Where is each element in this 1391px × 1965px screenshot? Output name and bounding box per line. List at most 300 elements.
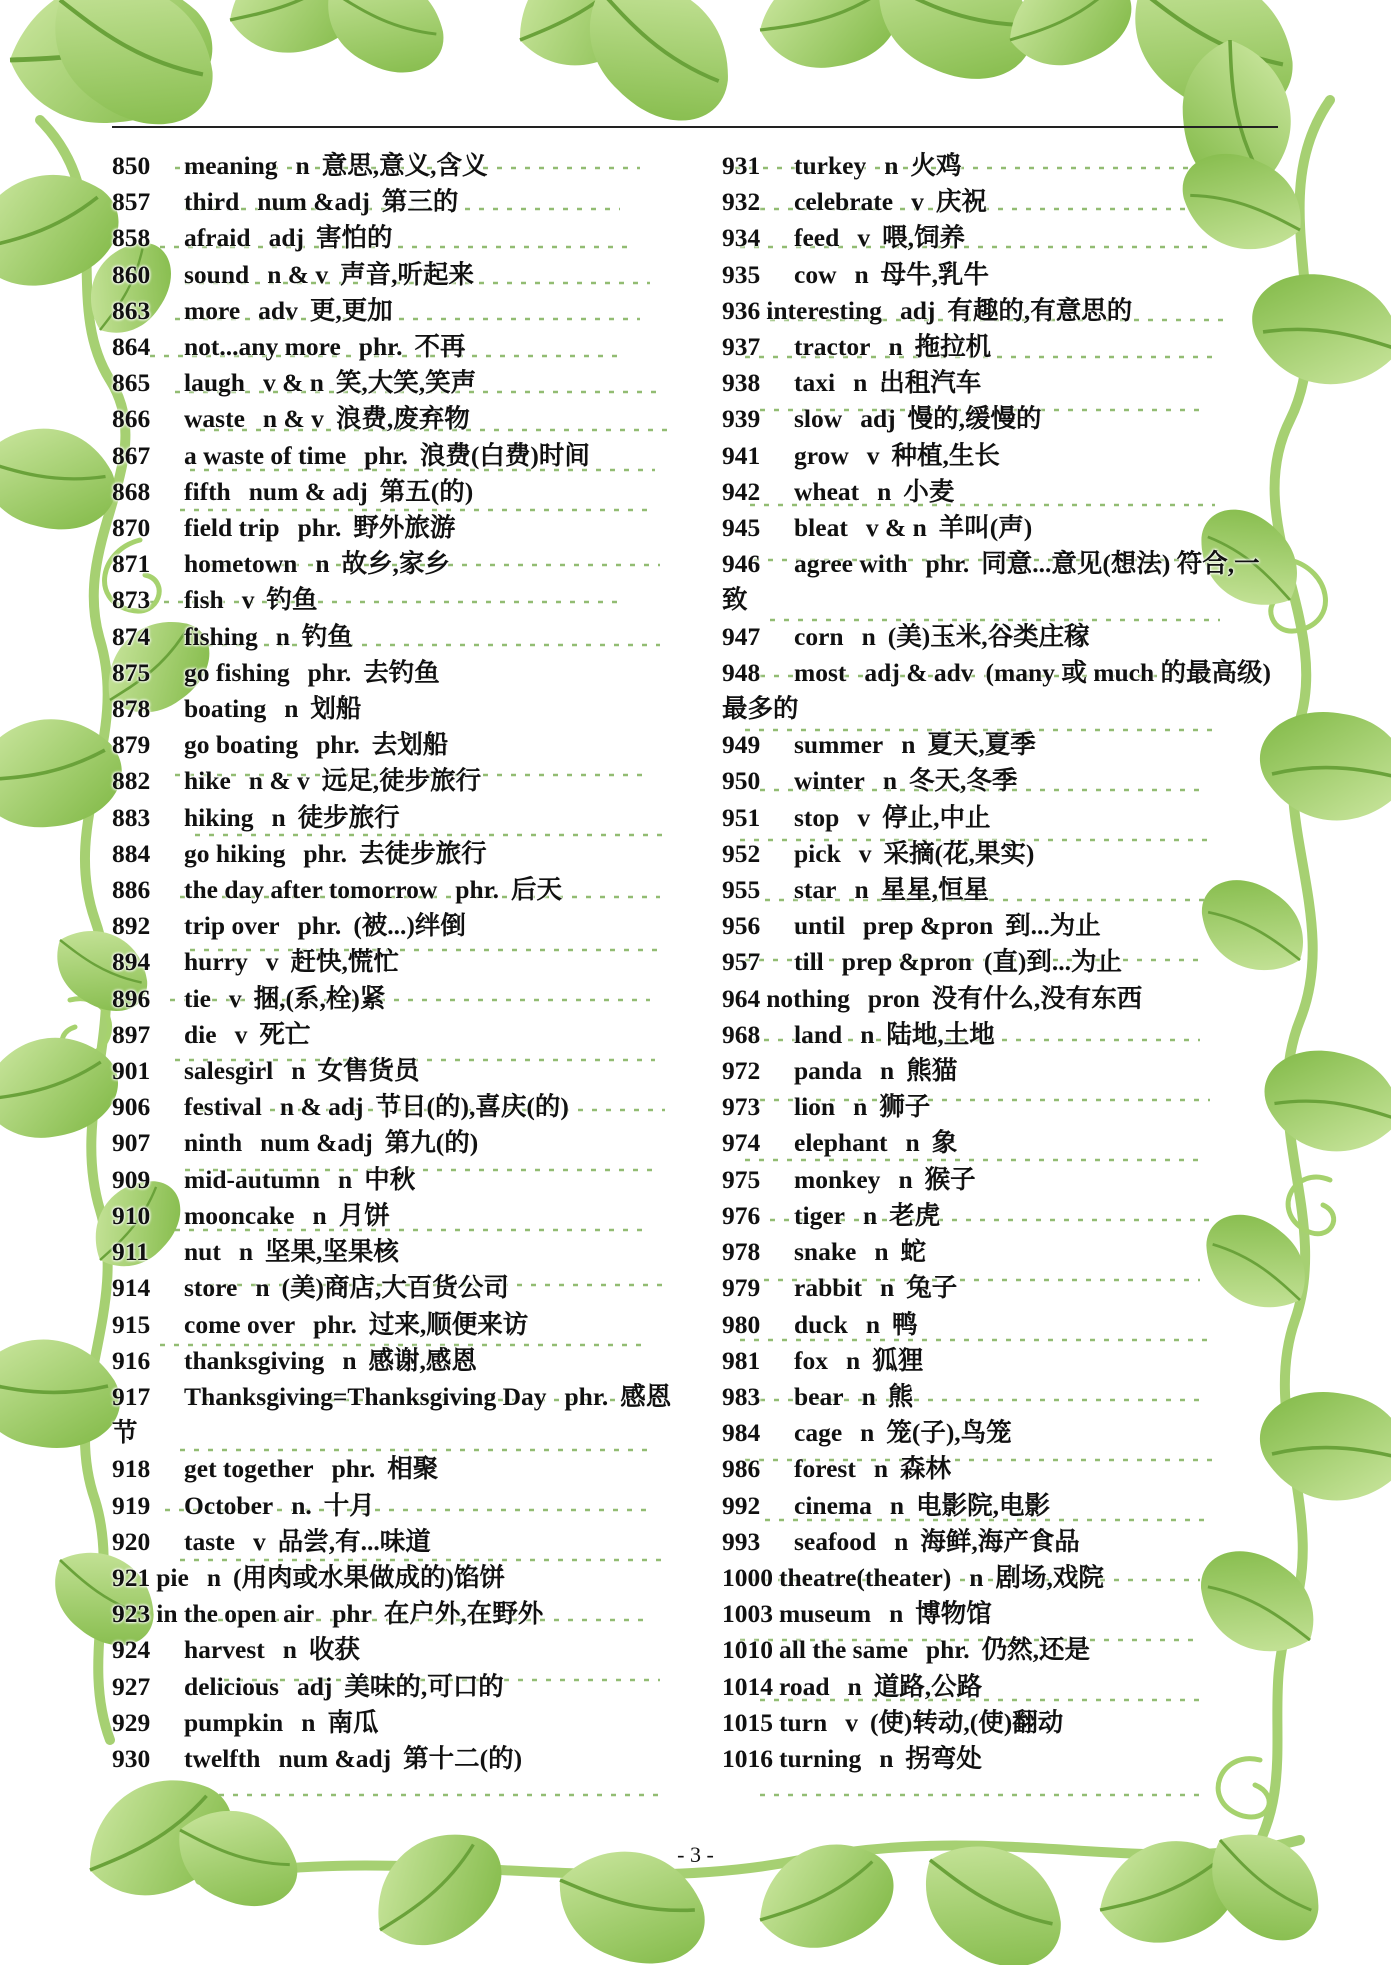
entry-number: 980: [722, 1309, 761, 1339]
entry-pos: phr.: [925, 549, 970, 579]
entry-number: 950: [722, 766, 761, 796]
entry-pos: n: [301, 1707, 316, 1737]
entry-word: nothing: [766, 983, 850, 1013]
entry-pos: phr.: [925, 1635, 970, 1665]
entry-number: 858: [112, 223, 151, 253]
vocab-entry: [722, 1524, 1280, 1560]
entry-number: 918: [112, 1454, 151, 1484]
vocab-entry: [722, 329, 1280, 365]
entry-definition: 陆地,土地: [886, 1019, 995, 1049]
entry-number: 871: [112, 549, 151, 579]
entry-definition: 徒步旅行: [297, 802, 400, 832]
vocab-entry: [722, 546, 1280, 618]
entry-pos: n: [894, 1526, 909, 1556]
entry-pos: n: [861, 1381, 876, 1411]
entry-definition: 不再: [414, 332, 466, 362]
entry-number: 897: [112, 1019, 151, 1049]
entry-pos: adj: [268, 223, 305, 253]
entry-word: summer: [794, 730, 884, 760]
entry-word: elephant: [794, 1128, 888, 1158]
entry-number: 986: [722, 1454, 761, 1484]
entry-definition: 慢的,缓慢的: [907, 404, 1042, 434]
entry-word: fishing: [184, 621, 258, 651]
entry-pos: n: [312, 1200, 327, 1230]
entry-number: 850: [112, 151, 151, 180]
entry-number: 976: [722, 1200, 761, 1230]
entry-definition: 死亡: [259, 1019, 311, 1049]
entry-word: ninth: [184, 1128, 243, 1158]
entry-number: 934: [722, 223, 761, 253]
entry-pos: n: [884, 151, 899, 180]
entry-word: turkey: [794, 151, 867, 180]
vocab-entry: [112, 474, 674, 510]
entry-pos: v: [858, 838, 872, 868]
entry-definition: 划船: [310, 694, 362, 724]
entry-word: cage: [794, 1418, 843, 1448]
entry-definition: 羊叫(声): [938, 513, 1033, 543]
entry-word: thanksgiving: [184, 1345, 325, 1375]
entry-number: 882: [112, 766, 151, 796]
vocab-entry: [722, 981, 1280, 1017]
entry-pos: adj: [899, 295, 936, 325]
entry-word: the day after tomorrow: [184, 875, 438, 905]
entry-word: road: [779, 1671, 830, 1701]
vocab-entry: [112, 1017, 674, 1053]
entry-number: 894: [112, 947, 151, 977]
entry-definition: 意思,意义,含义: [321, 151, 488, 180]
vocab-entry: [722, 1307, 1280, 1343]
entry-pos: v: [911, 187, 924, 217]
entry-word: most: [794, 657, 847, 687]
vocab-entry: [112, 293, 674, 329]
entry-pos: n: [282, 1635, 297, 1665]
entry-word: Thanksgiving=Thanksgiving Day: [184, 1381, 547, 1411]
entry-number: 1000: [722, 1562, 773, 1592]
entry-word: hometown: [184, 549, 298, 579]
entry-definition: 博物馆: [915, 1599, 992, 1629]
entry-definition: 拐弯处: [905, 1743, 982, 1773]
vocab-entry: [722, 510, 1280, 546]
vocab-entry: [112, 582, 674, 618]
entry-word: all the same: [779, 1635, 908, 1665]
entry-pos: v & n: [865, 513, 927, 543]
entry-word: nut: [184, 1237, 221, 1267]
entry-definition: 十月: [323, 1490, 375, 1520]
vocab-entry: [722, 1669, 1280, 1705]
entry-number: 874: [112, 621, 151, 651]
entry-number: 883: [112, 802, 151, 832]
entry-pos: n: [315, 549, 330, 579]
vocab-entry: [722, 655, 1280, 727]
entry-number: 942: [722, 476, 761, 506]
vocab-entry: [112, 1270, 674, 1306]
vocab-entry: [722, 148, 1280, 184]
entry-definition: 感谢,感恩: [368, 1345, 477, 1375]
entry-word: tiger: [794, 1200, 845, 1230]
entry-word: lion: [794, 1092, 836, 1122]
entry-pos: prep &pron: [863, 911, 994, 941]
entry-definition: 害怕的: [316, 223, 393, 253]
entry-word: panda: [794, 1056, 863, 1086]
entry-pos: n.: [291, 1490, 312, 1520]
entry-definition: 老虎: [889, 1200, 941, 1230]
entry-pos: n: [874, 1237, 889, 1267]
entry-definition: 冬天,冬季: [909, 766, 1018, 796]
vocab-entry: [112, 401, 674, 437]
entry-pos: phr.: [316, 730, 360, 760]
vocab-entry: [722, 257, 1280, 293]
vocab-entry: [722, 944, 1280, 980]
entry-number: 920: [112, 1526, 151, 1556]
entry-pos: n: [238, 1237, 254, 1267]
entry-definition: 第三的: [381, 187, 459, 217]
entry-pos: n: [338, 1164, 353, 1194]
entry-number: 979: [722, 1273, 761, 1303]
entry-word: go boating: [184, 730, 299, 760]
entry-number: 952: [722, 838, 761, 868]
entry-number: 964: [722, 983, 761, 1013]
entry-definition: 过来,顺便来访: [368, 1309, 529, 1339]
entry-pos: v: [857, 802, 871, 832]
entry-word: boating: [184, 694, 267, 724]
vocab-entry: [112, 438, 674, 474]
entry-word: go fishing: [184, 657, 290, 687]
entry-number: 915: [112, 1309, 151, 1339]
entry-number: 917: [112, 1381, 151, 1411]
entry-word: pie: [156, 1562, 189, 1592]
vocab-entry: [722, 800, 1280, 836]
vocab-entry: [112, 619, 674, 655]
entry-word: duck: [794, 1309, 848, 1339]
entry-pos: n: [882, 766, 897, 796]
entry-definition: (美)商店,大百货公司: [281, 1273, 509, 1303]
entry-definition: (直)到...为止: [983, 947, 1122, 977]
entry-pos: n & adj: [279, 1092, 364, 1122]
entry-number: 941: [722, 440, 761, 470]
entry-word: until: [794, 911, 846, 941]
entry-word: pick: [794, 838, 841, 868]
entry-definition: 笼(子),鸟笼: [886, 1418, 1012, 1448]
entry-pos: n: [854, 259, 869, 289]
entry-word: till: [794, 947, 824, 977]
entry-word: in the open air: [156, 1599, 315, 1629]
entry-word: bleat: [794, 513, 848, 543]
entry-number: 956: [722, 911, 761, 941]
entry-pos: n: [206, 1562, 222, 1592]
entry-number: 984: [722, 1418, 761, 1448]
entry-number: 929: [112, 1707, 151, 1737]
vocab-entry: [722, 1162, 1280, 1198]
entry-number: 921: [112, 1562, 151, 1592]
entry-definition: 到...为止: [1005, 911, 1101, 941]
entry-definition: 南瓜: [327, 1707, 379, 1737]
entry-word: celebrate: [794, 187, 894, 217]
entry-number: 1014: [722, 1671, 773, 1701]
entry-number: 907: [112, 1128, 151, 1158]
entry-definition: 鸭: [892, 1309, 918, 1339]
vocab-entry: [722, 220, 1280, 256]
entry-number: 884: [112, 838, 151, 868]
entry-word: turning: [779, 1743, 862, 1773]
entry-pos: n: [861, 621, 876, 651]
entry-word: field trip: [184, 513, 280, 543]
entry-word: October: [184, 1490, 274, 1520]
entry-word: third: [184, 187, 240, 217]
entry-pos: v: [234, 1019, 248, 1049]
entry-pos: n: [846, 1345, 861, 1375]
entry-definition: 野外旅游: [353, 513, 456, 543]
entry-word: afraid: [184, 223, 251, 253]
entry-definition: 浪费(白费)时间: [419, 440, 590, 470]
entry-word: a waste of time: [184, 440, 347, 470]
entry-pos: n: [847, 1671, 862, 1701]
entry-pos: phr.: [564, 1381, 609, 1411]
entry-word: store: [184, 1273, 238, 1303]
vocab-entry: [722, 474, 1280, 510]
vocab-entry: [722, 1632, 1280, 1668]
entry-word: mid-autumn: [184, 1164, 321, 1194]
vocab-entry: [722, 1379, 1280, 1415]
vocab-entry: [112, 1741, 674, 1777]
vocab-entry: [722, 1017, 1280, 1053]
entry-definition: 采摘(花,果实): [883, 838, 1035, 868]
entry-pos: n & v: [262, 404, 324, 434]
entry-word: slow: [794, 404, 843, 434]
entry-number: 927: [112, 1671, 151, 1701]
entry-number: 935: [722, 259, 761, 289]
vocab-entry: [722, 1270, 1280, 1306]
entry-definition: 笑,大笑,笑声: [335, 368, 477, 398]
entry-definition: 喂,饲养: [882, 223, 965, 253]
entry-pos: adj & adv: [864, 657, 974, 687]
entry-word: salesgirl: [184, 1056, 274, 1086]
vocab-entry: [112, 1560, 674, 1596]
entry-definition: 狐狸: [872, 1345, 924, 1375]
entry-number: 1016: [722, 1743, 773, 1773]
entry-number: 937: [722, 332, 761, 362]
entry-pos: adj: [860, 404, 896, 434]
entry-pos: adv: [258, 295, 298, 325]
entry-number: 936: [722, 295, 761, 325]
entry-number: 973: [722, 1092, 761, 1122]
entry-number: 924: [112, 1635, 151, 1665]
entry-number: 972: [722, 1056, 761, 1086]
vocab-entry: [722, 365, 1280, 401]
entry-word: forest: [794, 1454, 856, 1484]
vocab-entry: [722, 1415, 1280, 1451]
entry-pos: adj: [296, 1671, 333, 1701]
entry-number: 866: [112, 404, 151, 434]
entry-number: 886: [112, 875, 151, 905]
entry-definition: 海鲜,海产食品: [920, 1526, 1080, 1556]
vocab-entry: [112, 365, 674, 401]
entry-definition: 捆,(系,栓)紧: [253, 983, 386, 1013]
entry-number: 911: [112, 1237, 149, 1267]
vocab-entry: [722, 1451, 1280, 1487]
entry-number: 948: [722, 657, 761, 687]
entry-word: sound: [184, 259, 250, 289]
entry-pos: n: [284, 694, 299, 724]
entry-definition: 火鸡: [910, 151, 962, 180]
entry-definition: 有趣的,有意思的: [947, 295, 1133, 325]
vocab-entry: [112, 1307, 674, 1343]
entry-word: pumpkin: [184, 1707, 284, 1737]
entry-number: 906: [112, 1092, 151, 1122]
entry-number: 957: [722, 947, 761, 977]
entry-word: museum: [779, 1599, 872, 1629]
entry-pos: n: [889, 1599, 904, 1629]
entry-definition: 品尝,有...味道: [277, 1526, 431, 1556]
entry-number: 932: [722, 187, 761, 217]
entry-definition: 熊: [887, 1381, 914, 1411]
entry-definition: 拖拉机: [914, 332, 992, 362]
entry-pos: n: [295, 151, 310, 180]
entry-number: 951: [722, 802, 761, 832]
entry-number: 993: [722, 1526, 761, 1556]
entry-definition: 兔子: [906, 1273, 958, 1303]
vocab-entry: [722, 763, 1280, 799]
entry-word: delicious: [184, 1671, 279, 1701]
entry-definition: 更,更加: [309, 295, 393, 325]
entry-number: 863: [112, 295, 151, 325]
entry-pos: n & v: [248, 766, 310, 796]
entry-word: laugh: [184, 368, 245, 398]
entry-definition: 庆祝: [935, 187, 987, 217]
entry-definition: 没有什么,没有东西: [931, 983, 1143, 1013]
entry-pos: n: [853, 368, 868, 398]
entry-pos: num & adj: [248, 476, 368, 506]
vocab-entry: [112, 1198, 674, 1234]
entry-definition: 远足,徒步旅行: [321, 766, 482, 796]
entry-word: waste: [184, 404, 245, 434]
entry-pos: n & v: [267, 259, 329, 289]
entry-pos: phr.: [358, 332, 403, 362]
entry-word: feed: [794, 223, 840, 253]
entry-definition: 象: [931, 1128, 958, 1158]
entry-pos: v: [265, 947, 279, 977]
entry-number: 901: [112, 1056, 151, 1086]
entry-word: turn: [779, 1707, 828, 1737]
entry-definition: 节日(的),喜庆(的): [375, 1092, 569, 1122]
entry-word: agree with: [794, 549, 908, 579]
vocab-entry: [722, 1234, 1280, 1270]
entry-definition: 去徒步旅行: [359, 838, 487, 868]
page-number: - 3 -: [677, 1842, 714, 1867]
entry-pos: n: [879, 1743, 894, 1773]
entry-number: 892: [112, 911, 151, 941]
vocab-entry: [112, 546, 674, 582]
entry-word: hiking: [184, 802, 254, 832]
entry-pos: num &adj: [278, 1743, 392, 1773]
vocab-entry: [112, 872, 674, 908]
vocab-entry: [112, 1234, 674, 1270]
entry-pos: n: [342, 1345, 357, 1375]
entry-definition: 美味的,可口的: [344, 1671, 504, 1701]
entry-pos: phr: [332, 1599, 372, 1629]
vocab-entry: [112, 148, 674, 184]
entry-pos: n: [880, 1056, 895, 1086]
entry-pos: v: [228, 983, 242, 1013]
entry-word: die: [184, 1019, 217, 1049]
entry-pos: num &adj: [257, 187, 370, 217]
vocab-entry: [722, 836, 1280, 872]
vocab-entry: [112, 655, 674, 691]
entry-word: harvest: [184, 1635, 265, 1665]
vocab-entry: [722, 438, 1280, 474]
entry-definition: 出租汽车: [879, 368, 982, 398]
entry-pos: phr.: [331, 1454, 376, 1484]
left-column: [112, 148, 674, 1777]
entry-pos: n: [889, 1490, 905, 1520]
entry-word: more: [184, 295, 241, 325]
entry-pos: n: [888, 332, 903, 362]
entry-definition: 停止,中止: [882, 802, 991, 832]
vocab-entry: [112, 1524, 674, 1560]
entry-number: 919: [112, 1490, 151, 1520]
vocab-entry: [722, 1198, 1280, 1234]
entry-pos: n: [853, 1092, 868, 1122]
entry-definition: 第十二(的): [403, 1743, 523, 1773]
entry-definition: 坚果,坚果核: [265, 1237, 399, 1267]
entry-word: cinema: [794, 1490, 872, 1520]
entry-definition: 故乡,家乡: [341, 549, 450, 579]
vocab-entry: [112, 1488, 674, 1524]
header-rule: [112, 126, 1278, 128]
entry-word: hurry: [184, 947, 248, 977]
entry-number: 896: [112, 983, 151, 1013]
vocab-entry: [112, 1053, 674, 1089]
entry-word: winter: [794, 766, 865, 796]
entry-definition: 第五(的): [379, 476, 474, 506]
entry-word: fifth: [184, 476, 231, 506]
vocab-entry: [722, 872, 1280, 908]
entry-number: 910: [112, 1200, 151, 1230]
vocab-entry: [112, 329, 674, 365]
entry-pos: n: [901, 730, 916, 760]
entry-word: rabbit: [794, 1273, 863, 1303]
entry-definition: 同意...意见(想法) 符合,一致: [722, 549, 1260, 615]
entry-number: 1015: [722, 1707, 773, 1737]
entry-pos: phr.: [364, 440, 408, 470]
entry-pos: num &adj: [260, 1128, 373, 1158]
entry-pos: phr.: [455, 875, 500, 905]
entry-pos: phr.: [297, 513, 342, 543]
entry-number: 870: [112, 513, 151, 543]
entry-number: 857: [112, 187, 151, 217]
entry-word: fox: [794, 1345, 828, 1375]
entry-definition: 小麦: [903, 476, 955, 506]
entry-definition: 剧场,戏院: [995, 1562, 1104, 1592]
entry-pos: phr.: [297, 911, 342, 941]
entry-number: 939: [722, 404, 761, 434]
entry-number: 931: [722, 151, 761, 180]
entry-number: 914: [112, 1273, 151, 1303]
entry-definition: 去划船: [371, 730, 449, 760]
entry-pos: n: [880, 1273, 895, 1303]
vocab-entry: [722, 1705, 1280, 1741]
vocab-entry: [722, 293, 1280, 329]
entry-word: interesting: [766, 295, 882, 325]
entry-number: 968: [722, 1019, 761, 1049]
entry-word: taxi: [794, 368, 836, 398]
vocab-entry: [722, 1089, 1280, 1125]
vocab-entry: [112, 800, 674, 836]
entry-number: 916: [112, 1345, 151, 1375]
vocab-entry: [112, 1162, 674, 1198]
vocab-entry: [112, 1669, 674, 1705]
entry-word: tractor: [794, 332, 871, 362]
entry-number: 978: [722, 1237, 761, 1267]
